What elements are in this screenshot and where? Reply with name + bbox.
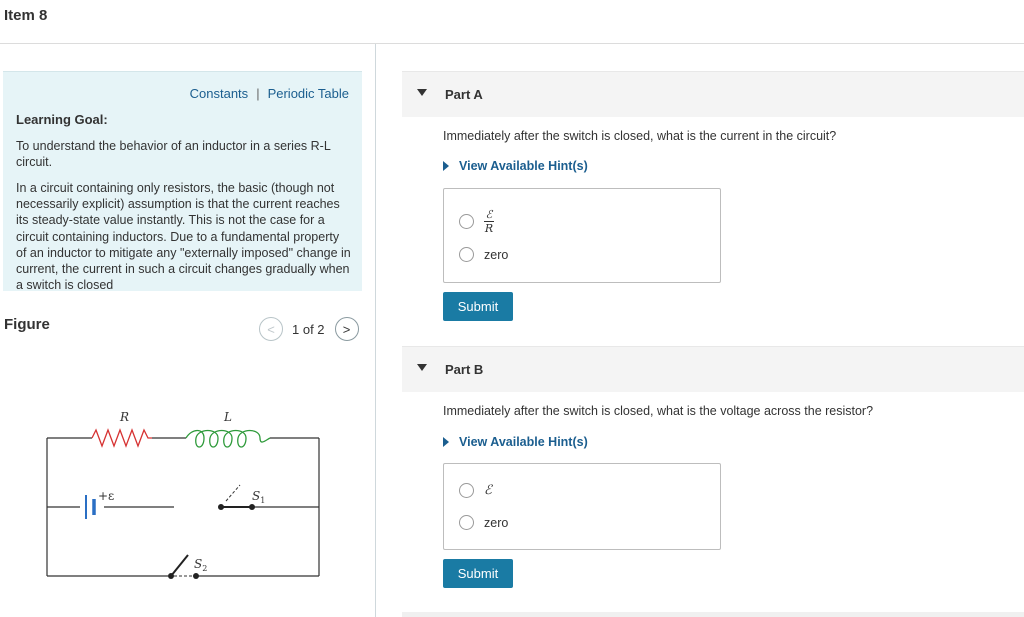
emf-label: +ε <box>98 489 115 503</box>
expand-triangle-icon <box>443 437 449 447</box>
part-a-choice-zero[interactable] <box>459 247 508 262</box>
part-a-question: Immediately after the switch is closed, what is the current in the circuit? <box>443 129 837 143</box>
part-b-hint-label: View Available Hint(s) <box>459 435 588 449</box>
learning-goal-panel <box>3 71 362 291</box>
learning-goal-description: In a circuit containing only resistors, the basic (though not necessarily explicit) assumption is that the current reaches its steady-state value instantly. This is not the case for a circuit containing inductors. Due to a fundamental property of an inductor to mitigate any "externally imposed" change in current, the current in such a circuit changes gradually when a switch is closed <box>16 181 351 292</box>
choice-label: zero <box>484 515 509 530</box>
periodic-table-link[interactable]: Periodic Table <box>267 86 349 101</box>
part-a-choice-emf-over-r[interactable] <box>459 209 494 234</box>
collapse-triangle-icon <box>417 364 427 371</box>
top-bar <box>0 0 1024 44</box>
link-separator: | <box>256 86 260 101</box>
bottom-rule <box>402 612 1024 617</box>
part-a-hint-toggle[interactable] <box>443 159 588 173</box>
part-a-hint-label: View Available Hint(s) <box>459 159 588 173</box>
part-b-hint-toggle[interactable] <box>443 435 588 449</box>
resistor-symbol <box>92 430 152 446</box>
panel-divider <box>375 44 376 617</box>
resource-links <box>190 86 349 101</box>
switch-s1-label: $S_1$ <box>252 489 266 505</box>
fraction-denominator: R <box>484 222 494 235</box>
part-b-submit-button[interactable]: Submit <box>443 559 513 588</box>
fraction-numerator: ℰ <box>485 208 493 221</box>
inductor-label: L <box>224 410 232 424</box>
previous-figure-button[interactable] <box>259 317 283 341</box>
part-b-header[interactable] <box>402 346 1024 392</box>
next-figure-button[interactable] <box>335 317 359 341</box>
part-b-choice-zero[interactable] <box>459 515 508 530</box>
collapse-triangle-icon <box>417 89 427 96</box>
fraction-emf-over-r <box>484 209 494 234</box>
learning-goal-heading: Learning Goal: <box>16 112 108 127</box>
resistor-label: R <box>120 410 130 424</box>
constants-link[interactable]: Constants <box>189 86 249 101</box>
radio-button[interactable] <box>459 247 474 262</box>
choice-label: zero <box>484 247 509 262</box>
part-b-choices <box>443 463 721 550</box>
figure-label: Figure <box>4 316 50 333</box>
part-a-choices <box>443 188 721 283</box>
radio-button[interactable] <box>459 214 474 229</box>
learning-goal-text: To understand the behavior of an inductor in a series R-L circuit. <box>16 139 331 169</box>
battery-symbol <box>86 495 94 519</box>
part-a-label: Part A <box>445 87 483 102</box>
chevron-right-icon: > <box>342 321 351 337</box>
switch-s2-label: $S_2$ <box>194 557 208 573</box>
part-b-choice-emf[interactable] <box>459 483 492 498</box>
expand-triangle-icon <box>443 161 449 171</box>
part-b-label: Part B <box>445 362 484 377</box>
choice-label: ℰ <box>484 483 492 498</box>
figure-pager <box>259 317 359 341</box>
part-a-header[interactable] <box>402 71 1024 117</box>
switch-s1 <box>218 485 255 510</box>
chevron-left-icon: < <box>267 321 275 337</box>
circuit-wires <box>47 438 319 576</box>
part-a-submit-button[interactable]: Submit <box>443 292 513 321</box>
radio-button[interactable] <box>459 515 474 530</box>
part-b-question: Immediately after the switch is closed, what is the voltage across the resistor? <box>443 404 874 418</box>
inductor-symbol <box>186 431 270 448</box>
rl-circuit-diagram <box>40 400 330 585</box>
radio-button[interactable] <box>459 483 474 498</box>
item-title: Item 8 <box>4 7 48 24</box>
figure-page-count: 1 of 2 <box>292 321 325 337</box>
